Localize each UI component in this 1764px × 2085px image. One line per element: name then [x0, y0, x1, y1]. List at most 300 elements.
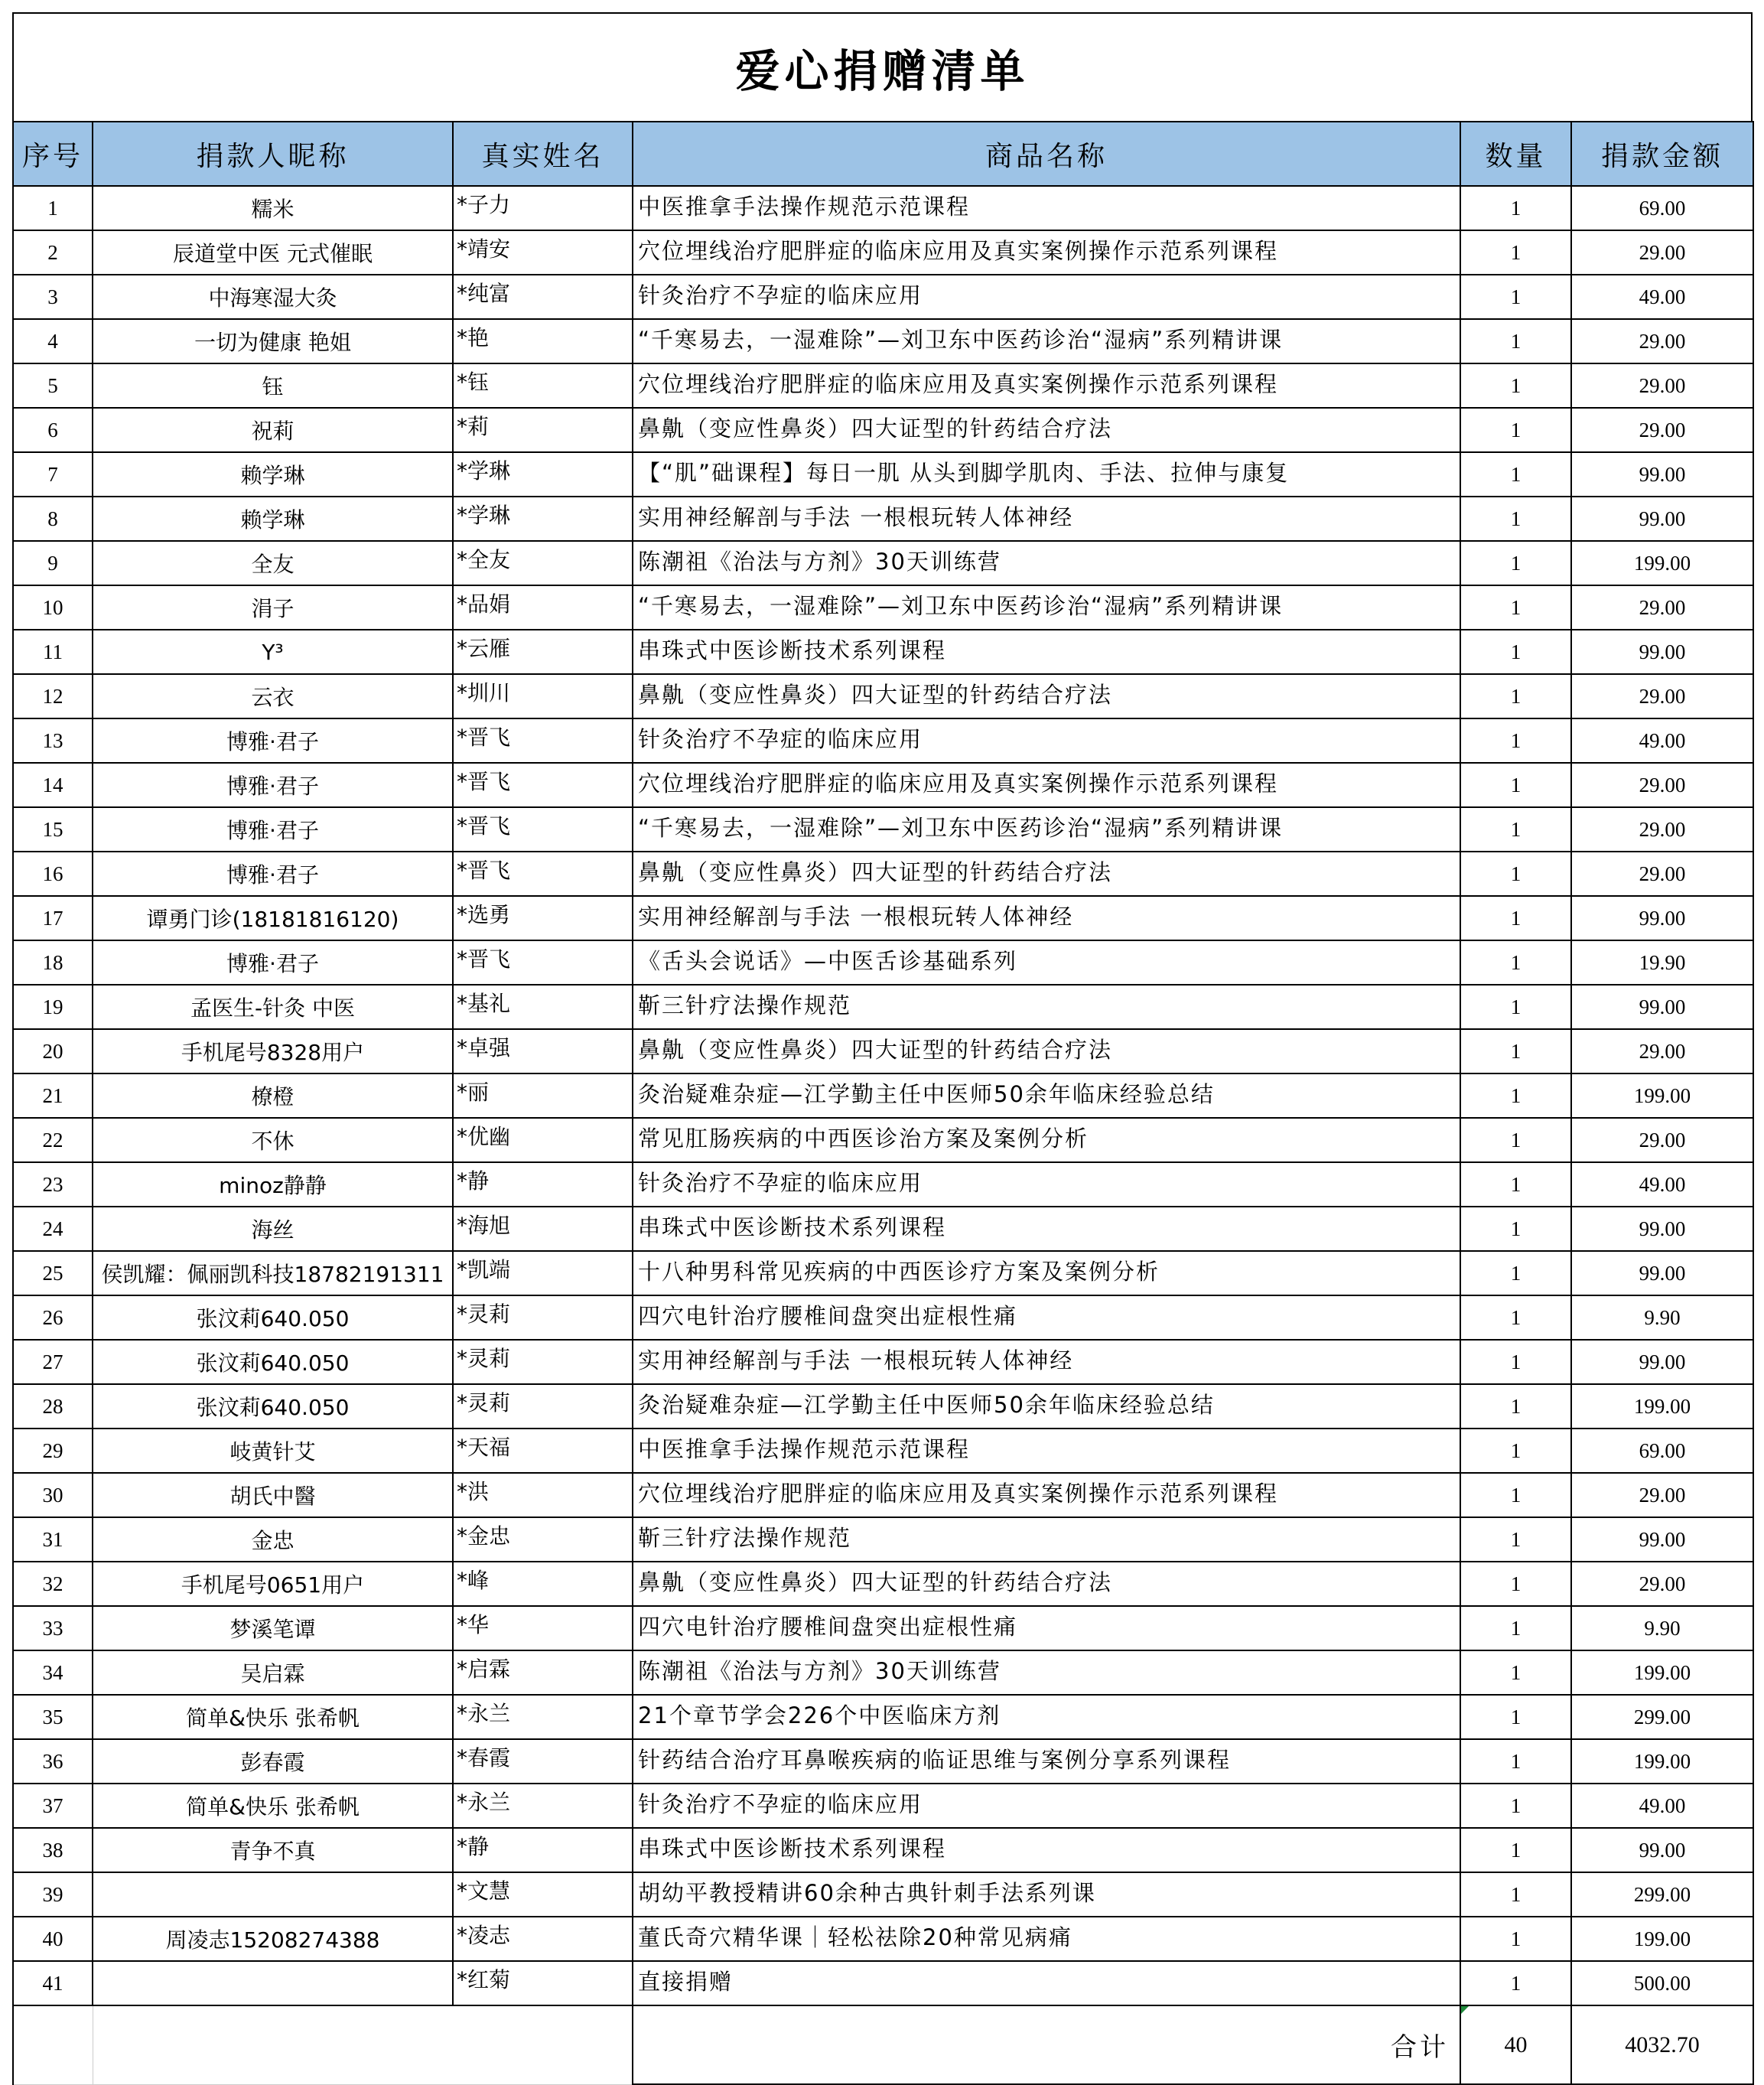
table-row — [13, 1295, 1753, 1340]
cell-product[interactable]: 中医推拿手法操作规范示范课程 — [633, 1429, 1460, 1473]
cell-nickname[interactable]: 张汶莉640.050 — [93, 1340, 453, 1384]
table-row — [13, 807, 1753, 852]
cell-seq[interactable]: 10 — [13, 585, 93, 630]
cell-product[interactable]: 针灸治疗不孕症的临床应用 — [633, 1162, 1460, 1207]
cell-qty[interactable]: 1 — [1460, 1695, 1571, 1739]
cell-nickname[interactable] — [93, 1961, 453, 2005]
cell-qty[interactable]: 1 — [1460, 763, 1571, 807]
cell-qty[interactable]: 1 — [1460, 408, 1571, 452]
cell-real-name[interactable]: *天福 — [453, 1429, 633, 1473]
cell-nickname[interactable]: 彭春霞 — [93, 1739, 453, 1784]
cell-nickname[interactable]: 辰道堂中医 元式催眠 — [93, 230, 453, 275]
table-row — [13, 718, 1753, 763]
table-row — [13, 1917, 1753, 1961]
cell-amount[interactable]: 9.90 — [1571, 1606, 1753, 1650]
cell-amount[interactable]: 99.00 — [1571, 1251, 1753, 1295]
cell-seq[interactable]: 16 — [13, 852, 93, 896]
cell-seq[interactable]: 8 — [13, 497, 93, 541]
cell-nickname[interactable]: 孟医生-针灸 中医 — [93, 985, 453, 1029]
cell-real-name[interactable]: *子力 — [453, 186, 633, 230]
table-row — [13, 674, 1753, 718]
cell-seq[interactable]: 18 — [13, 940, 93, 985]
cell-seq[interactable]: 29 — [13, 1429, 93, 1473]
cell-real-name[interactable]: *基礼 — [453, 985, 633, 1029]
cell-real-name[interactable]: *静 — [453, 1828, 633, 1872]
cell-product[interactable]: 串珠式中医诊断技术系列课程 — [633, 630, 1460, 674]
cell-real-name[interactable]: *纯富 — [453, 275, 633, 319]
table-row — [13, 585, 1753, 630]
cell-seq[interactable]: 19 — [13, 985, 93, 1029]
cell-real-name[interactable]: *金忠 — [453, 1517, 633, 1562]
cell-nickname[interactable]: 全友 — [93, 541, 453, 585]
cell-qty[interactable]: 1 — [1460, 674, 1571, 718]
cell-real-name[interactable]: *永兰 — [453, 1784, 633, 1828]
cell-nickname[interactable]: 手机尾号0651用户 — [93, 1562, 453, 1606]
cell-nickname[interactable]: 糯米 — [93, 186, 453, 230]
header-product[interactable]: 商品名称 — [633, 122, 1460, 186]
cell-product[interactable]: 直接捐赠 — [633, 1961, 1460, 2005]
cell-product[interactable]: 针灸治疗不孕症的临床应用 — [633, 275, 1460, 319]
cell-product[interactable]: 四穴电针治疗腰椎间盘突出症根性痛 — [633, 1295, 1460, 1340]
cell-nickname[interactable]: 博雅·君子 — [93, 940, 453, 985]
cell-amount[interactable]: 49.00 — [1571, 1162, 1753, 1207]
cell-qty[interactable]: 1 — [1460, 1473, 1571, 1517]
cell-nickname[interactable]: 谭勇门诊(18181816120) — [93, 896, 453, 940]
cell-nickname[interactable]: 周凌志15208274388 — [93, 1917, 453, 1961]
cell-qty[interactable]: 1 — [1460, 896, 1571, 940]
cell-seq[interactable]: 37 — [13, 1784, 93, 1828]
table-row — [13, 1073, 1753, 1118]
cell-amount[interactable]: 199.00 — [1571, 1073, 1753, 1118]
cell-seq[interactable]: 41 — [13, 1961, 93, 2005]
cell-amount[interactable]: 19.90 — [1571, 940, 1753, 985]
cell-seq[interactable]: 35 — [13, 1695, 93, 1739]
cell-amount[interactable]: 69.00 — [1571, 186, 1753, 230]
cell-real-name[interactable]: *卓强 — [453, 1029, 633, 1073]
cell-product[interactable]: 《舌头会说话》—中医舌诊基础系列 — [633, 940, 1460, 985]
table-row — [13, 230, 1753, 275]
cell-product[interactable]: 常见肛肠疾病的中西医诊治方案及案例分析 — [633, 1118, 1460, 1162]
table-row — [13, 186, 1753, 230]
cell-amount[interactable]: 99.00 — [1571, 497, 1753, 541]
cell-seq[interactable]: 20 — [13, 1029, 93, 1073]
cell-seq[interactable]: 6 — [13, 408, 93, 452]
cell-qty[interactable]: 1 — [1460, 940, 1571, 985]
header-row — [13, 122, 1753, 186]
cell-nickname[interactable]: 博雅·君子 — [93, 718, 453, 763]
table-row — [13, 1340, 1753, 1384]
cell-qty[interactable]: 1 — [1460, 1384, 1571, 1429]
cell-product[interactable]: 鼻鼽（变应性鼻炎）四大证型的针药结合疗法 — [633, 674, 1460, 718]
cell-real-name[interactable]: *红菊 — [453, 1961, 633, 2005]
cell-real-name[interactable]: *灵莉 — [453, 1295, 633, 1340]
cell-seq[interactable]: 40 — [13, 1917, 93, 1961]
cell-real-name[interactable]: *选勇 — [453, 896, 633, 940]
cell-amount[interactable]: 500.00 — [1571, 1961, 1753, 2005]
cell-nickname[interactable]: 岐黄针艾 — [93, 1429, 453, 1473]
cell-amount[interactable]: 29.00 — [1571, 807, 1753, 852]
cell-nickname[interactable]: 一切为健康 艳姐 — [93, 319, 453, 363]
header-real-name[interactable]: 真实姓名 — [453, 122, 633, 186]
cell-seq[interactable]: 24 — [13, 1207, 93, 1251]
cell-seq[interactable]: 1 — [13, 186, 93, 230]
table-row — [13, 1650, 1753, 1695]
cell-real-name[interactable]: *文慧 — [453, 1872, 633, 1917]
cell-product[interactable]: 串珠式中医诊断技术系列课程 — [633, 1828, 1460, 1872]
table-row — [13, 541, 1753, 585]
cell-amount[interactable]: 99.00 — [1571, 630, 1753, 674]
table-row — [13, 497, 1753, 541]
cell-product[interactable]: 鼻鼽（变应性鼻炎）四大证型的针药结合疗法 — [633, 1029, 1460, 1073]
table-row — [13, 985, 1753, 1029]
cell-nickname[interactable]: 涓子 — [93, 585, 453, 630]
cell-qty[interactable]: 1 — [1460, 807, 1571, 852]
cell-real-name[interactable]: *圳川 — [453, 674, 633, 718]
donation-table — [12, 121, 1754, 2085]
cell-seq[interactable]: 27 — [13, 1340, 93, 1384]
cell-amount[interactable]: 99.00 — [1571, 896, 1753, 940]
cell-real-name[interactable]: *品娟 — [453, 585, 633, 630]
cell-qty[interactable]: 1 — [1460, 585, 1571, 630]
cell-real-name[interactable]: *凌志 — [453, 1917, 633, 1961]
cell-product[interactable]: 穴位埋线治疗肥胖症的临床应用及真实案例操作示范系列课程 — [633, 363, 1460, 408]
table-row — [13, 1606, 1753, 1650]
cell-real-name[interactable]: *学琳 — [453, 497, 633, 541]
cell-nickname[interactable]: 赖学琳 — [93, 452, 453, 497]
cell-amount[interactable]: 29.00 — [1571, 1118, 1753, 1162]
cell-amount[interactable]: 29.00 — [1571, 1029, 1753, 1073]
cell-qty[interactable]: 1 — [1460, 1517, 1571, 1562]
cell-nickname[interactable]: 胡氏中醫 — [93, 1473, 453, 1517]
cell-qty[interactable]: 1 — [1460, 275, 1571, 319]
cell-nickname[interactable]: 不休 — [93, 1118, 453, 1162]
cell-amount[interactable]: 9.90 — [1571, 1295, 1753, 1340]
cell-real-name[interactable]: *学琳 — [453, 452, 633, 497]
cell-product[interactable]: 21个章节学会226个中医临床方剂 — [633, 1695, 1460, 1739]
cell-product[interactable]: 鼻鼽（变应性鼻炎）四大证型的针药结合疗法 — [633, 852, 1460, 896]
cell-real-name[interactable]: *莉 — [453, 408, 633, 452]
cell-nickname[interactable]: 青争不真 — [93, 1828, 453, 1872]
cell-nickname[interactable]: 手机尾号8328用户 — [93, 1029, 453, 1073]
cell-product[interactable]: 实用神经解剖与手法 一根根玩转人体神经 — [633, 497, 1460, 541]
cell-amount[interactable]: 49.00 — [1571, 275, 1753, 319]
cell-amount[interactable]: 29.00 — [1571, 852, 1753, 896]
total-blank-cell[interactable] — [13, 2005, 93, 2084]
cell-product[interactable]: 靳三针疗法操作规范 — [633, 985, 1460, 1029]
cell-product[interactable]: 四穴电针治疗腰椎间盘突出症根性痛 — [633, 1606, 1460, 1650]
cell-qty[interactable]: 1 — [1460, 1251, 1571, 1295]
table-row — [13, 852, 1753, 896]
cell-product[interactable]: 针灸治疗不孕症的临床应用 — [633, 1784, 1460, 1828]
cell-real-name[interactable]: *云雁 — [453, 630, 633, 674]
cell-nickname[interactable]: 张汶莉640.050 — [93, 1384, 453, 1429]
cell-nickname[interactable]: 博雅·君子 — [93, 807, 453, 852]
cell-product[interactable]: 实用神经解剖与手法 一根根玩转人体神经 — [633, 1340, 1460, 1384]
cell-nickname[interactable]: 云衣 — [93, 674, 453, 718]
cell-product[interactable]: 十八种男科常见疾病的中西医诊疗方案及案例分析 — [633, 1251, 1460, 1295]
cell-seq[interactable]: 39 — [13, 1872, 93, 1917]
cell-real-name[interactable]: *春霞 — [453, 1739, 633, 1784]
cell-seq[interactable]: 11 — [13, 630, 93, 674]
cell-qty[interactable]: 1 — [1460, 985, 1571, 1029]
cell-amount[interactable]: 49.00 — [1571, 1784, 1753, 1828]
table-row — [13, 1429, 1753, 1473]
cell-qty[interactable]: 1 — [1460, 1429, 1571, 1473]
table-row — [13, 896, 1753, 940]
cell-amount[interactable]: 49.00 — [1571, 718, 1753, 763]
cell-product[interactable]: 针药结合治疗耳鼻喉疾病的临证思维与案例分享系列课程 — [633, 1739, 1460, 1784]
cell-amount[interactable]: 99.00 — [1571, 452, 1753, 497]
cell-product[interactable]: 陈潮祖《治法与方剂》30天训练营 — [633, 1650, 1460, 1695]
cell-qty[interactable]: 1 — [1460, 1784, 1571, 1828]
cell-seq[interactable]: 22 — [13, 1118, 93, 1162]
cell-qty[interactable]: 1 — [1460, 1872, 1571, 1917]
cell-real-name[interactable]: *灵莉 — [453, 1384, 633, 1429]
cell-seq[interactable]: 26 — [13, 1295, 93, 1340]
table-row — [13, 940, 1753, 985]
cell-real-name[interactable]: *靖安 — [453, 230, 633, 275]
cell-seq[interactable]: 17 — [13, 896, 93, 940]
cell-real-name[interactable]: *洪 — [453, 1473, 633, 1517]
table-body — [13, 186, 1753, 2005]
cell-amount[interactable]: 99.00 — [1571, 985, 1753, 1029]
cell-amount[interactable]: 299.00 — [1571, 1872, 1753, 1917]
cell-product[interactable]: 串珠式中医诊断技术系列课程 — [633, 1207, 1460, 1251]
cell-amount[interactable]: 29.00 — [1571, 1473, 1753, 1517]
cell-nickname[interactable]: 海丝 — [93, 1207, 453, 1251]
cell-amount[interactable]: 29.00 — [1571, 1562, 1753, 1606]
cell-product[interactable]: 灸治疑难杂症—江学勤主任中医师50余年临床经验总结 — [633, 1073, 1460, 1118]
header-amount[interactable]: 捐款金额 — [1571, 122, 1753, 186]
cell-product[interactable]: 针灸治疗不孕症的临床应用 — [633, 718, 1460, 763]
cell-amount[interactable]: 99.00 — [1571, 1340, 1753, 1384]
cell-product[interactable]: 实用神经解剖与手法 一根根玩转人体神经 — [633, 896, 1460, 940]
cell-seq[interactable]: 5 — [13, 363, 93, 408]
table-row — [13, 1695, 1753, 1739]
cell-product[interactable]: 灸治疑难杂症—江学勤主任中医师50余年临床经验总结 — [633, 1384, 1460, 1429]
cell-amount[interactable]: 199.00 — [1571, 1739, 1753, 1784]
total-label[interactable]: 合计 — [633, 2005, 1460, 2084]
cell-amount[interactable]: 29.00 — [1571, 319, 1753, 363]
cell-product[interactable]: 董氏奇穴精华课｜轻松祛除20种常见病痛 — [633, 1917, 1460, 1961]
cell-nickname[interactable]: 博雅·君子 — [93, 763, 453, 807]
cell-nickname[interactable]: 钰 — [93, 363, 453, 408]
cell-nickname[interactable]: 吴启霖 — [93, 1650, 453, 1695]
cell-seq[interactable]: 30 — [13, 1473, 93, 1517]
cell-amount[interactable]: 29.00 — [1571, 230, 1753, 275]
cell-nickname[interactable]: 简单&快乐 张希帆 — [93, 1695, 453, 1739]
cell-qty[interactable]: 1 — [1460, 497, 1571, 541]
cell-amount[interactable]: 199.00 — [1571, 541, 1753, 585]
cell-qty[interactable]: 1 — [1460, 363, 1571, 408]
cell-real-name[interactable]: *晋飞 — [453, 718, 633, 763]
cell-seq[interactable]: 25 — [13, 1251, 93, 1295]
table-row — [13, 1739, 1753, 1784]
cell-seq[interactable]: 38 — [13, 1828, 93, 1872]
cell-real-name[interactable]: *永兰 — [453, 1695, 633, 1739]
cell-real-name[interactable]: *静 — [453, 1162, 633, 1207]
cell-qty[interactable]: 1 — [1460, 541, 1571, 585]
cell-seq[interactable]: 9 — [13, 541, 93, 585]
cell-nickname[interactable]: 赖学琳 — [93, 497, 453, 541]
cell-qty[interactable]: 1 — [1460, 1295, 1571, 1340]
cell-seq[interactable]: 28 — [13, 1384, 93, 1429]
cell-real-name[interactable]: *海旭 — [453, 1207, 633, 1251]
cell-qty[interactable]: 1 — [1460, 1029, 1571, 1073]
cell-product[interactable]: 胡幼平教授精讲60余种古典针刺手法系列课 — [633, 1872, 1460, 1917]
cell-nickname[interactable]: 金忠 — [93, 1517, 453, 1562]
cell-qty[interactable]: 1 — [1460, 230, 1571, 275]
cell-nickname[interactable]: 张汶莉640.050 — [93, 1295, 453, 1340]
cell-real-name[interactable]: *艳 — [453, 319, 633, 363]
cell-real-name[interactable]: *晋飞 — [453, 763, 633, 807]
cell-nickname[interactable]: minoz静静 — [93, 1162, 453, 1207]
cell-qty[interactable]: 1 — [1460, 319, 1571, 363]
page-title: 爱心捐赠清单 — [735, 45, 1030, 97]
cell-qty[interactable]: 1 — [1460, 1562, 1571, 1606]
cell-product[interactable]: 穴位埋线治疗肥胖症的临床应用及真实案例操作示范系列课程 — [633, 763, 1460, 807]
cell-amount[interactable]: 29.00 — [1571, 408, 1753, 452]
cell-nickname[interactable]: Y³ — [93, 630, 453, 674]
table-row — [13, 275, 1753, 319]
cell-seq[interactable]: 14 — [13, 763, 93, 807]
cell-amount[interactable]: 99.00 — [1571, 1828, 1753, 1872]
cell-product[interactable]: 靳三针疗法操作规范 — [633, 1517, 1460, 1562]
cell-qty[interactable]: 1 — [1460, 1162, 1571, 1207]
cell-real-name[interactable]: *晋飞 — [453, 852, 633, 896]
cell-amount[interactable]: 299.00 — [1571, 1695, 1753, 1739]
cell-seq[interactable]: 7 — [13, 452, 93, 497]
cell-nickname[interactable]: 博雅·君子 — [93, 852, 453, 896]
cell-product[interactable]: 穴位埋线治疗肥胖症的临床应用及真实案例操作示范系列课程 — [633, 230, 1460, 275]
table-row — [13, 319, 1753, 363]
cell-real-name[interactable]: *钰 — [453, 363, 633, 408]
table-row — [13, 1517, 1753, 1562]
table-row — [13, 1118, 1753, 1162]
cell-seq[interactable]: 4 — [13, 319, 93, 363]
cell-nickname[interactable]: 侯凯耀：佩丽凯科技18782191311 — [93, 1251, 453, 1295]
cell-seq[interactable]: 3 — [13, 275, 93, 319]
cell-seq[interactable]: 32 — [13, 1562, 93, 1606]
table-row — [13, 1784, 1753, 1828]
header-nickname[interactable]: 捐款人昵称 — [93, 122, 453, 186]
table-row — [13, 363, 1753, 408]
cell-product[interactable]: “千寒易去，一湿难除”—刘卫东中医药诊治“湿病”系列精讲课 — [633, 585, 1460, 630]
cell-qty[interactable]: 1 — [1460, 1340, 1571, 1384]
total-row — [13, 2005, 1753, 2084]
cell-product[interactable]: “千寒易去，一湿难除”—刘卫东中医药诊治“湿病”系列精讲课 — [633, 319, 1460, 363]
table-row — [13, 630, 1753, 674]
cell-real-name[interactable]: *晋飞 — [453, 940, 633, 985]
cell-seq[interactable]: 34 — [13, 1650, 93, 1695]
header-seq[interactable]: 序号 — [13, 122, 93, 186]
cell-real-name[interactable]: *启霖 — [453, 1650, 633, 1695]
cell-qty[interactable]: 1 — [1460, 186, 1571, 230]
total-amount[interactable]: 4032.70 — [1571, 2005, 1753, 2084]
cell-amount[interactable]: 99.00 — [1571, 1517, 1753, 1562]
header-qty[interactable]: 数量 — [1460, 122, 1571, 186]
cell-amount[interactable]: 199.00 — [1571, 1650, 1753, 1695]
cell-nickname[interactable]: 橑橙 — [93, 1073, 453, 1118]
cell-qty[interactable]: 1 — [1460, 1739, 1571, 1784]
cell-seq[interactable]: 36 — [13, 1739, 93, 1784]
cell-seq[interactable]: 21 — [13, 1073, 93, 1118]
cell-product[interactable]: 鼻鼽（变应性鼻炎）四大证型的针药结合疗法 — [633, 408, 1460, 452]
cell-amount[interactable]: 99.00 — [1571, 1207, 1753, 1251]
cell-product[interactable]: 穴位埋线治疗肥胖症的临床应用及真实案例操作示范系列课程 — [633, 1473, 1460, 1517]
cell-real-name[interactable]: *峰 — [453, 1562, 633, 1606]
cell-seq[interactable]: 12 — [13, 674, 93, 718]
cell-seq[interactable]: 15 — [13, 807, 93, 852]
cell-product[interactable]: “千寒易去，一湿难除”—刘卫东中医药诊治“湿病”系列精讲课 — [633, 807, 1460, 852]
cell-nickname[interactable]: 中海寒湿大灸 — [93, 275, 453, 319]
table-row — [13, 452, 1753, 497]
cell-qty[interactable]: 1 — [1460, 1606, 1571, 1650]
table-row — [13, 1162, 1753, 1207]
table-row — [13, 1961, 1753, 2005]
cell-real-name[interactable]: *晋飞 — [453, 807, 633, 852]
cell-amount[interactable]: 29.00 — [1571, 674, 1753, 718]
cell-comment-mark — [1461, 2006, 1469, 2014]
cell-nickname[interactable]: 简单&快乐 张希帆 — [93, 1784, 453, 1828]
cell-nickname[interactable] — [93, 1872, 453, 1917]
cell-qty[interactable]: 1 — [1460, 452, 1571, 497]
cell-real-name[interactable]: *灵莉 — [453, 1340, 633, 1384]
cell-qty[interactable]: 1 — [1460, 852, 1571, 896]
cell-product[interactable]: 鼻鼽（变应性鼻炎）四大证型的针药结合疗法 — [633, 1562, 1460, 1606]
cell-product[interactable]: 陈潮祖《治法与方剂》30天训练营 — [633, 541, 1460, 585]
cell-amount[interactable]: 29.00 — [1571, 585, 1753, 630]
cell-seq[interactable]: 33 — [13, 1606, 93, 1650]
total-blank-cell[interactable] — [93, 2005, 633, 2084]
cell-seq[interactable]: 31 — [13, 1517, 93, 1562]
cell-real-name[interactable]: *全友 — [453, 541, 633, 585]
cell-nickname[interactable]: 梦溪笔谭 — [93, 1606, 453, 1650]
table-row — [13, 1251, 1753, 1295]
cell-amount[interactable]: 29.00 — [1571, 363, 1753, 408]
cell-seq[interactable]: 23 — [13, 1162, 93, 1207]
cell-real-name[interactable]: *华 — [453, 1606, 633, 1650]
cell-qty[interactable]: 1 — [1460, 1917, 1571, 1961]
cell-qty[interactable]: 1 — [1460, 1118, 1571, 1162]
total-qty[interactable]: 40 — [1460, 2005, 1571, 2084]
cell-qty[interactable]: 1 — [1460, 1207, 1571, 1251]
cell-seq[interactable]: 13 — [13, 718, 93, 763]
cell-amount[interactable]: 199.00 — [1571, 1384, 1753, 1429]
cell-qty[interactable]: 1 — [1460, 630, 1571, 674]
cell-real-name[interactable]: *凯端 — [453, 1251, 633, 1295]
cell-qty[interactable]: 1 — [1460, 1073, 1571, 1118]
cell-qty[interactable]: 1 — [1460, 1828, 1571, 1872]
table-row — [13, 1828, 1753, 1872]
cell-qty[interactable]: 1 — [1460, 1961, 1571, 2005]
cell-product[interactable]: 【“肌”础课程】每日一肌 从头到脚学肌肉、手法、拉伸与康复 — [633, 452, 1460, 497]
table-row — [13, 763, 1753, 807]
cell-real-name[interactable]: *优幽 — [453, 1118, 633, 1162]
cell-seq[interactable]: 2 — [13, 230, 93, 275]
cell-amount[interactable]: 199.00 — [1571, 1917, 1753, 1961]
cell-qty[interactable]: 1 — [1460, 718, 1571, 763]
cell-product[interactable]: 中医推拿手法操作规范示范课程 — [633, 186, 1460, 230]
cell-amount[interactable]: 29.00 — [1571, 763, 1753, 807]
table-row — [13, 1473, 1753, 1517]
cell-real-name[interactable]: *丽 — [453, 1073, 633, 1118]
cell-amount[interactable]: 69.00 — [1571, 1429, 1753, 1473]
table-row — [13, 408, 1753, 452]
table-row — [13, 1029, 1753, 1073]
cell-nickname[interactable]: 祝莉 — [93, 408, 453, 452]
cell-qty[interactable]: 1 — [1460, 1650, 1571, 1695]
